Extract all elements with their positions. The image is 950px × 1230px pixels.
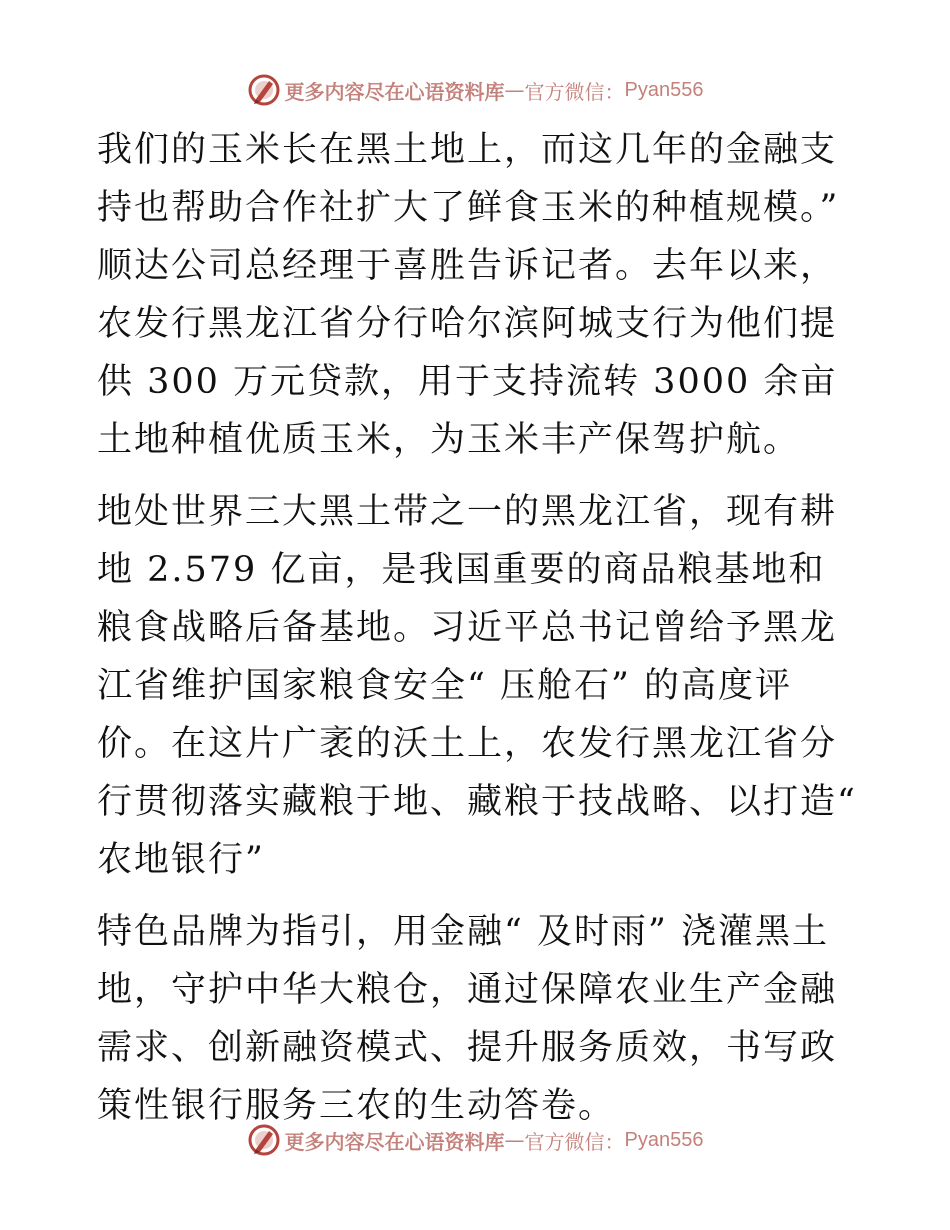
paragraph-1: 我们的玉米长在黑土地上，而这几年的金融支持也帮助合作社扩大了鲜食玉米的种植规模。” 顺达公司总经理于喜胜告诉记者。去年以来，农发行黑龙江省分行哈尔滨阿城支行为他们提供 300 万元贷款，用于支持流转 3000 余亩土地种植优质玉米，为玉米丰产保驾护航。 [97, 130, 840, 460]
header-dash: — [504, 78, 525, 102]
footer-promo-text: 更多内容尽在心语资料库 [284, 1129, 505, 1154]
pen-logo-icon [247, 73, 281, 107]
footer-banner [0, 1120, 950, 1160]
pen-logo-icon [247, 1123, 281, 1157]
header-wechat-id: Pyan556 [624, 78, 704, 101]
footer-wechat-label: 官方微信： [524, 1129, 625, 1154]
footer-dash: — [504, 1128, 525, 1152]
footer-wechat-id: Pyan556 [624, 1128, 704, 1151]
header-wechat-label: 官方微信： [524, 79, 625, 104]
header-banner [0, 70, 950, 110]
header-promo-text: 更多内容尽在心语资料库 [284, 79, 505, 104]
paragraph-3: 特色品牌为指引，用金融“ 及时雨” 浇灌黑土地，守护中华大粮仓，通过保障农业生产金融需求、创新融资模式、提升服务质效，书写政策性银行服务三农的生动答卷。 [97, 912, 838, 1126]
paragraph-2: 地处世界三大黑土带之一的黑龙江省，现有耕地 2.579 亿亩，是我国重要的商品粮基地和粮食战略后备基地。习近平总书记曾给予黑龙江省维护国家粮食安全“ 压舱石” 的高度评价。在这片广袤的沃土上，农发行黑龙江省分行贯彻落实藏粮于地、藏粮于技战略、以打造“ 农地银行” [97, 492, 857, 880]
article-body [97, 121, 857, 1135]
